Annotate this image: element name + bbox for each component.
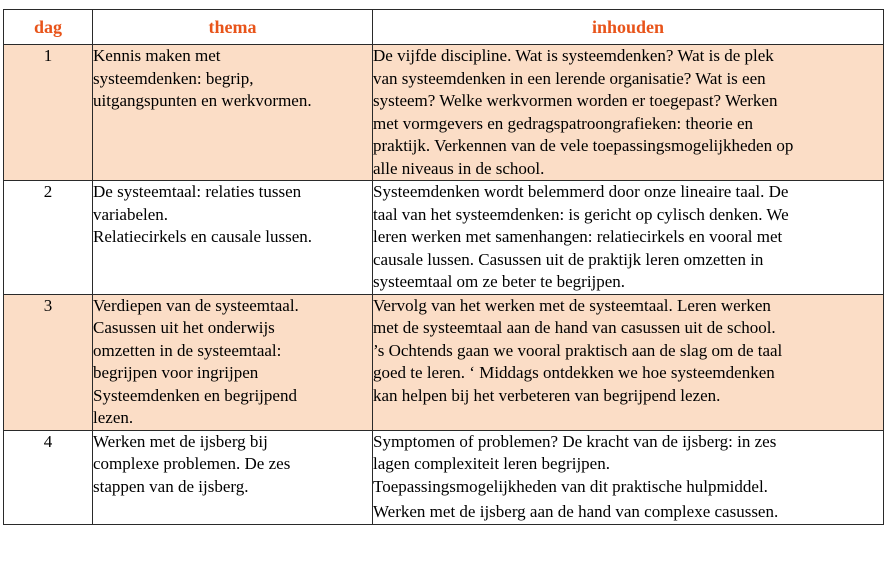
thema-line: lezen. bbox=[93, 408, 134, 427]
inhoud-line: met de systeemtaal aan de hand van casussen uit de school. bbox=[373, 318, 776, 337]
thema-cell bbox=[93, 430, 373, 524]
thema-line: systeemdenken: begrip, bbox=[93, 68, 254, 88]
inhoud-line: met vormgevers en gedragspatroongrafieken: theorie en bbox=[373, 113, 753, 133]
inhoud-line: systeem? Welke werkvormen worden er toegepast? Werken bbox=[373, 91, 778, 110]
thema-line: Verdiepen van de systeemtaal. bbox=[93, 295, 299, 315]
table-row bbox=[4, 45, 884, 181]
inhoud-line: Werken met de ijsberg aan de hand van complexe casussen. bbox=[373, 502, 779, 521]
inhoud-line: systeemtaal om ze beter te begrijpen. bbox=[373, 272, 626, 291]
thema-line: stappen van de ijsberg. bbox=[93, 476, 249, 496]
thema-cell bbox=[93, 294, 373, 430]
day-number: 2 bbox=[4, 181, 93, 295]
header-dag: dag bbox=[4, 10, 93, 45]
inhoud-line: goed te leren. ‘ Middags ontdekken we hoe systeemdenken bbox=[373, 363, 775, 382]
inhoud-line: ’s Ochtends gaan we vooral praktisch aan de slag om de taal bbox=[373, 340, 783, 360]
course-schedule-table bbox=[3, 9, 884, 525]
thema-line: Kennis maken met bbox=[93, 46, 221, 65]
thema-line: omzetten in de systeemtaal: bbox=[93, 340, 282, 360]
inhoud-line: leren werken met samenhangen: relatiecirkels en vooral met bbox=[373, 227, 783, 246]
thema-cell bbox=[93, 181, 373, 295]
table-row bbox=[4, 181, 884, 295]
inhoud-cell bbox=[373, 430, 884, 524]
thema-line: Relatiecirkels en causale lussen. bbox=[93, 227, 313, 246]
table-row bbox=[4, 294, 884, 430]
inhoud-cell bbox=[373, 181, 884, 295]
thema-line: Casussen uit het onderwijs bbox=[93, 318, 275, 337]
inhoud-line: De vijfde discipline. Wat is systeemdenken? Wat is de plek bbox=[373, 46, 774, 65]
day-number: 4 bbox=[4, 430, 93, 524]
inhoud-cell bbox=[373, 45, 884, 181]
inhoud-cell bbox=[373, 294, 884, 430]
header-row bbox=[4, 10, 884, 45]
thema-line: uitgangspunten en werkvormen. bbox=[93, 91, 312, 110]
inhoud-line: taal van het systeemdenken: is gericht op cylisch denken. We bbox=[373, 204, 789, 224]
header-thema: thema bbox=[93, 10, 373, 45]
inhoud-line: lagen complexiteit leren begrijpen. bbox=[373, 454, 610, 473]
day-number: 1 bbox=[4, 45, 93, 181]
inhoud-line: praktijk. Verkennen van de vele toepassingsmogelijkheden op bbox=[373, 136, 794, 155]
thema-line: complexe problemen. De zes bbox=[93, 454, 291, 473]
day-number: 3 bbox=[4, 294, 93, 430]
table-row bbox=[4, 430, 884, 524]
inhoud-line: kan helpen bij het verbeteren van begrijpend lezen. bbox=[373, 385, 721, 405]
thema-line: De systeemtaal: relaties tussen bbox=[93, 182, 302, 201]
thema-line: Systeemdenken en begrijpend bbox=[93, 385, 297, 405]
inhoud-line: alle niveaus in de school. bbox=[373, 158, 545, 178]
thema-line: begrijpen voor ingrijpen bbox=[93, 363, 259, 382]
thema-cell bbox=[93, 45, 373, 181]
thema-line: Werken met de ijsberg bij bbox=[93, 431, 268, 451]
inhoud-line: Symptomen of problemen? De kracht van de ijsberg: in zes bbox=[373, 431, 777, 451]
inhoud-line: Toepassingsmogelijkheden van dit praktische hulpmiddel. bbox=[373, 476, 768, 496]
inhoud-line: causale lussen. Casussen uit de praktijk leren omzetten in bbox=[373, 249, 764, 269]
thema-line: variabelen. bbox=[93, 204, 169, 224]
inhoud-line: van systeemdenken in een lerende organisatie? Wat is een bbox=[373, 68, 766, 88]
inhoud-line: Systeemdenken wordt belemmerd door onze lineaire taal. De bbox=[373, 182, 789, 201]
inhoud-line: Vervolg van het werken met de systeemtaal. Leren werken bbox=[373, 295, 771, 315]
header-inhouden: inhouden bbox=[373, 10, 884, 45]
